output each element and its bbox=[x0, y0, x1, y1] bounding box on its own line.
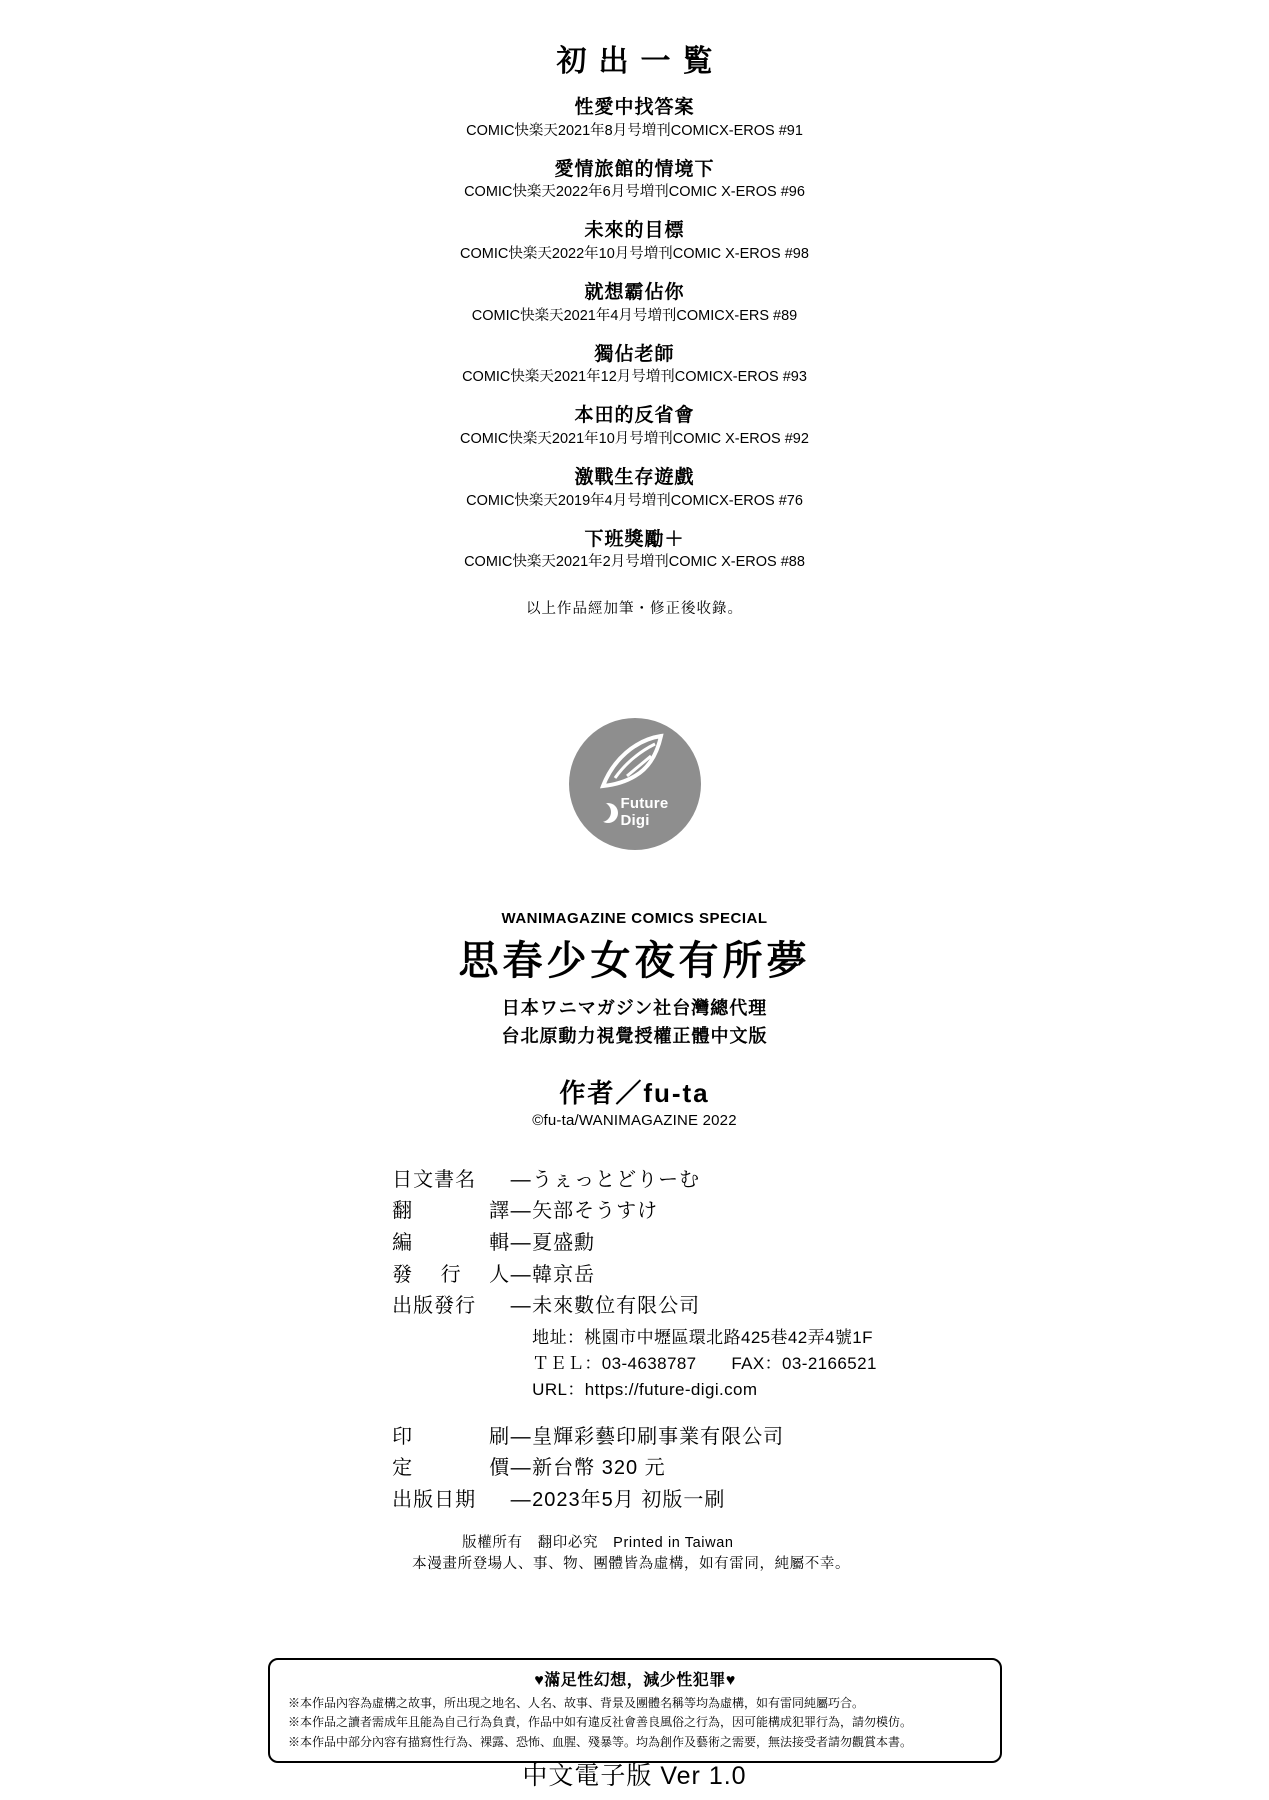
credit-title: 本田的反省會 bbox=[574, 405, 695, 427]
warning-line: ※本作品中部分內容有描寫性行為、裸露、恐怖、血腥、殘暴等。均為創作及藝術之需要，無法接受者請勿觀賞本書。 bbox=[288, 1734, 913, 1749]
series-label: WANIMAGAZINE COMICS SPECIAL bbox=[501, 910, 768, 927]
logo-wordmark bbox=[621, 796, 669, 830]
licence-line-1: 日本ワニマガジン社台灣總代理 bbox=[501, 998, 768, 1018]
imprint-value: 韓京岳 bbox=[532, 1263, 596, 1286]
feather-icon bbox=[595, 732, 669, 794]
credit-title: 性愛中找答案 bbox=[574, 97, 695, 118]
imprint-value: 2023年5月 初版一刷 bbox=[532, 1488, 726, 1511]
credit-title: 獨佔老師 bbox=[594, 343, 675, 365]
address-block bbox=[532, 1325, 877, 1404]
imprint-label: 發 行 人 bbox=[392, 1263, 511, 1286]
imprint-dash: — bbox=[510, 1231, 532, 1254]
credit-title: 就想霸佔你 bbox=[584, 281, 685, 303]
print-note-1: 版權所有 翻印必究 Printed in Taiwan bbox=[462, 1534, 734, 1551]
credit-source: COMIC快楽天2021年10月号増刊COMIC X-EROS #92 bbox=[460, 430, 809, 447]
imprint-row bbox=[392, 1165, 877, 1197]
imprint-label: 出版發行 bbox=[392, 1295, 477, 1318]
imprint-label: 出版日期 bbox=[392, 1488, 477, 1511]
credit-entry bbox=[0, 95, 1269, 142]
imprint-label: 日文書名 bbox=[392, 1168, 477, 1191]
imprint-row bbox=[392, 1228, 877, 1260]
logo-line-2: Digi bbox=[620, 811, 650, 829]
spacer bbox=[392, 1404, 877, 1422]
credit-source: COMIC快楽天2022年10月号増刊COMIC X-EROS #98 bbox=[460, 245, 809, 262]
imprint-value: うぇっとどりーむ bbox=[532, 1168, 701, 1191]
warning-lines bbox=[280, 1694, 990, 1752]
credit-source: COMIC快楽天2019年4月号増刊COMICX-EROS #76 bbox=[466, 492, 803, 509]
imprint-row bbox=[392, 1422, 877, 1454]
book-title: 思春少女夜有所夢 bbox=[458, 939, 811, 983]
imprint-label: 翻 譯 bbox=[392, 1200, 511, 1223]
imprint-label: 印 刷 bbox=[392, 1425, 511, 1448]
content-warning-box bbox=[268, 1658, 1002, 1763]
credit-entry bbox=[0, 280, 1269, 327]
credit-entry bbox=[0, 218, 1269, 265]
credit-source: COMIC快楽天2021年8月号増刊COMICX-EROS #91 bbox=[466, 122, 803, 139]
imprint-value: 夏盛勳 bbox=[532, 1231, 596, 1254]
imprint-dash: — bbox=[510, 1168, 532, 1191]
credit-entry bbox=[0, 157, 1269, 204]
credits-note: 以上作品經加筆・修正後收錄。 bbox=[526, 601, 743, 618]
credit-entry bbox=[0, 527, 1269, 574]
version-label: 中文電子版 Ver 1.0 bbox=[522, 1762, 747, 1790]
imprint-value: 矢部そうすけ bbox=[532, 1200, 659, 1223]
credit-title: 下班獎勵＋ bbox=[584, 528, 685, 550]
imprint-value: 皇輝彩藝印刷事業有限公司 bbox=[532, 1425, 785, 1448]
imprint-row bbox=[392, 1453, 877, 1485]
imprint-dash: — bbox=[510, 1263, 532, 1286]
credit-source: COMIC快楽天2022年6月号増刊COMIC X-EROS #96 bbox=[464, 184, 805, 201]
credit-entry bbox=[0, 403, 1269, 450]
imprint-dash: — bbox=[510, 1295, 532, 1318]
warning-line: ※本作品之讀者需成年且能為自己行為負責，作品中如有違反社會善良風俗之行為，因可能構成犯罪行為，請勿模仿。 bbox=[288, 1715, 913, 1730]
print-note-2: 本漫畫所登場人、事、物、團體皆為虛構，如有雷同，純屬不幸。 bbox=[412, 1556, 851, 1573]
credit-source: COMIC快楽天2021年12月号増刊COMICX-EROS #93 bbox=[462, 369, 807, 386]
address-line: 地址：桃園市中壢區環北路425巷42弄4號1F bbox=[532, 1327, 873, 1347]
imprint-dash: — bbox=[510, 1425, 532, 1448]
imprint-dash: — bbox=[510, 1200, 532, 1223]
imprint-table bbox=[392, 1165, 877, 1576]
imprint-value: 未來數位有限公司 bbox=[532, 1295, 701, 1318]
author-line: 作者／fu-ta bbox=[559, 1077, 710, 1108]
logo-line-1: Future bbox=[620, 795, 669, 812]
imprint-label: 編 輯 bbox=[392, 1231, 511, 1254]
imprint-dash: — bbox=[510, 1488, 532, 1511]
publisher-logo bbox=[0, 718, 1269, 850]
imprint-row bbox=[392, 1485, 877, 1517]
licence-line-2: 台北原動力視覺授權正體中文版 bbox=[501, 1025, 768, 1046]
credit-title: 激戰生存遊戲 bbox=[574, 466, 695, 488]
credits-heading: 初出一覧 bbox=[556, 45, 725, 78]
warning-title: ♥滿足性幻想，減少性犯罪♥ bbox=[534, 1672, 736, 1689]
credit-source: COMIC快楽天2021年4月号増刊COMICX-ERS #89 bbox=[471, 307, 798, 324]
copyright-line: ©fu-ta/WANIMAGAZINE 2022 bbox=[532, 1111, 737, 1129]
url-line[interactable]: URL：https://future-digi.com bbox=[532, 1380, 758, 1400]
credit-entry bbox=[0, 342, 1269, 389]
imprint-row bbox=[392, 1260, 877, 1292]
future-digi-logo-icon bbox=[569, 718, 701, 850]
imprint-label: 定 價 bbox=[392, 1457, 511, 1480]
credit-title: 未來的目標 bbox=[584, 220, 685, 242]
colophon-section bbox=[0, 910, 1269, 1576]
credit-source: COMIC快楽天2021年2月号増刊COMIC X-EROS #88 bbox=[464, 554, 805, 571]
credit-title: 愛情旅館的情境下 bbox=[554, 158, 715, 180]
moon-icon bbox=[591, 802, 611, 822]
warning-line: ※本作品內容為虛構之故事，所出現之地名、人名、故事、背景及團體名稱等均為虛構，如有雷同純屬巧合。 bbox=[288, 1696, 865, 1710]
imprint-value: 新台幣 320 元 bbox=[532, 1457, 666, 1480]
imprint-row bbox=[392, 1196, 877, 1228]
tel-fax-line: ＴＥＬ：03-4638787 FAX：03-2166521 bbox=[532, 1354, 877, 1374]
imprint-row bbox=[392, 1291, 877, 1323]
first-publication-section bbox=[0, 44, 1269, 618]
credit-entry bbox=[0, 465, 1269, 512]
imprint-dash: — bbox=[510, 1457, 532, 1480]
